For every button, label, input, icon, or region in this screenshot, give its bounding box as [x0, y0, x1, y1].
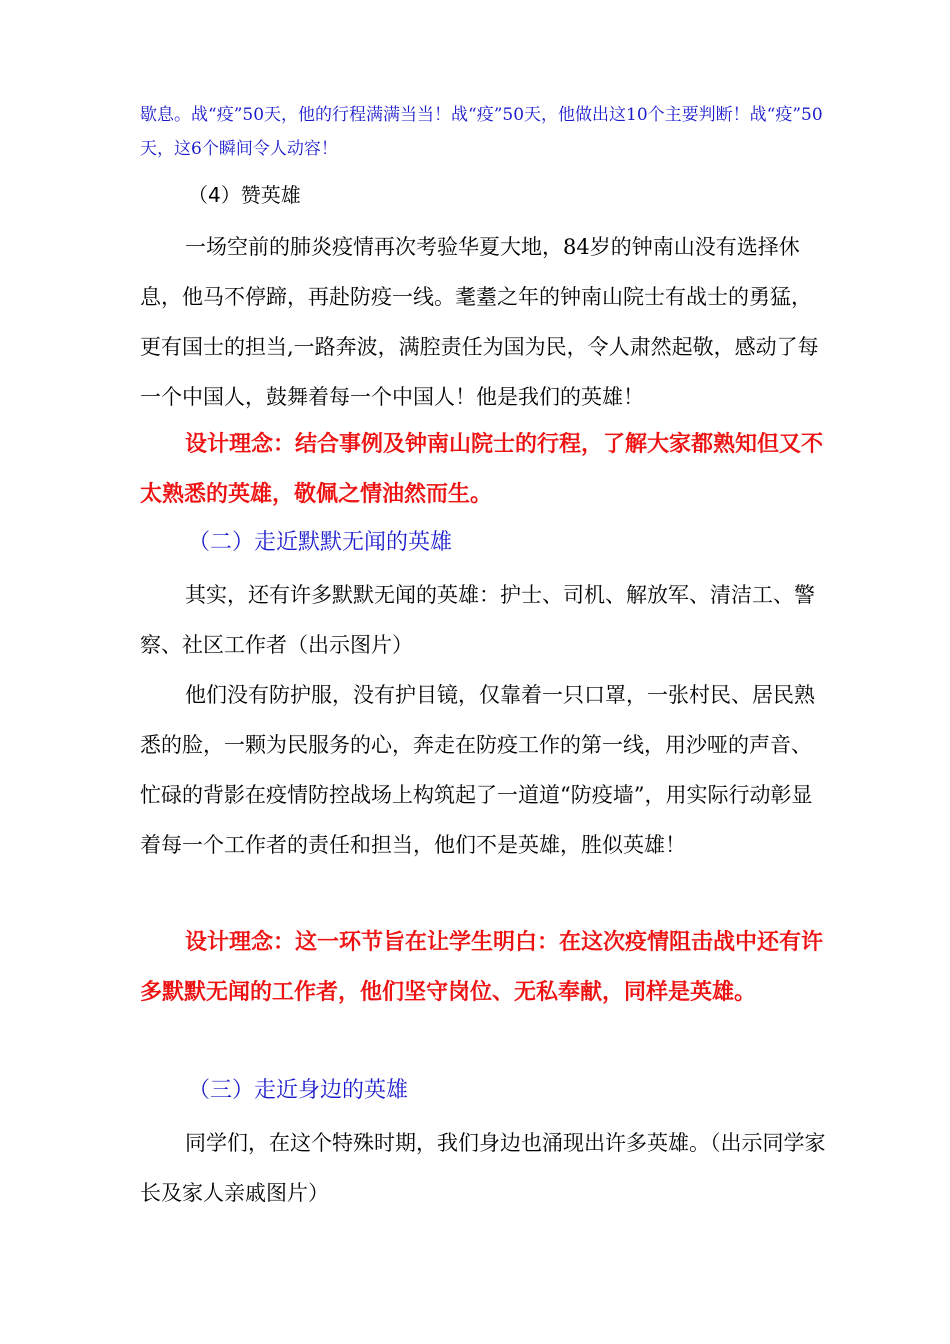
paragraph-zhong-nanshan: 一场空前的肺炎疫情再次考验华夏大地，84岁的钟南山没有选择休息，他马不停蹄，再赴防疫一线。耄耋之年的钟南山院士有战士的勇猛，更有国士的担当,一路奔波，满腔责任为国为民，令人肃然起敬，感动了每一个中国人，鼓舞着每一个中国人！他是我们的英雄！ [140, 235, 819, 409]
section-heading-unsung-heroes: （二）走近默默无闻的英雄 [188, 530, 453, 555]
section-heading-nearby-heroes: （三）走近身边的英雄 [188, 1078, 409, 1103]
design-note-1: 设计理念：结合事例及钟南山院士的行程，了解大家都熟知但又不太熟悉的英雄，敬佩之情油然而生。 [140, 432, 824, 507]
paragraph-nearby-heroes: 同学们，在这个特殊时期，我们身边也涌现出许多英雄。（出示同学家长及家人亲戚图片） [140, 1131, 826, 1205]
paragraph-unsung-heroes-list: 其实，还有许多默默无闻的英雄：护士、司机、解放军、清洁工、警察、社区工作者（出示图片） [140, 583, 815, 657]
design-note-2: 设计理念：这一环节旨在让学生明白：在这次疫情阻击战中还有许多默默无闻的工作者，他们坚守岗位、无私奉献，同样是英雄。 [140, 930, 824, 1005]
sub-heading-praise-hero: （4）赞英雄 [188, 183, 301, 207]
intro-blue-text: 歇息。战“疫”50天，他的行程满满当当！战“疫”50天，他做出这10个主要判断！战“疫”50天，这6个瞬间令人动容！ [140, 105, 823, 159]
paragraph-unsung-heroes-detail: 他们没有防护服，没有护目镜，仅靠着一只口罩，一张村民、居民熟悉的脸，一颗为民服务的心，奔走在防疫工作的第一线，用沙哑的声音、忙碌的背影在疫情防控战场上构筑起了一道道“防疫墙”，用实际行动彰显着每一个工作者的责任和担当，他们不是英雄，胜似英雄！ [140, 683, 815, 857]
